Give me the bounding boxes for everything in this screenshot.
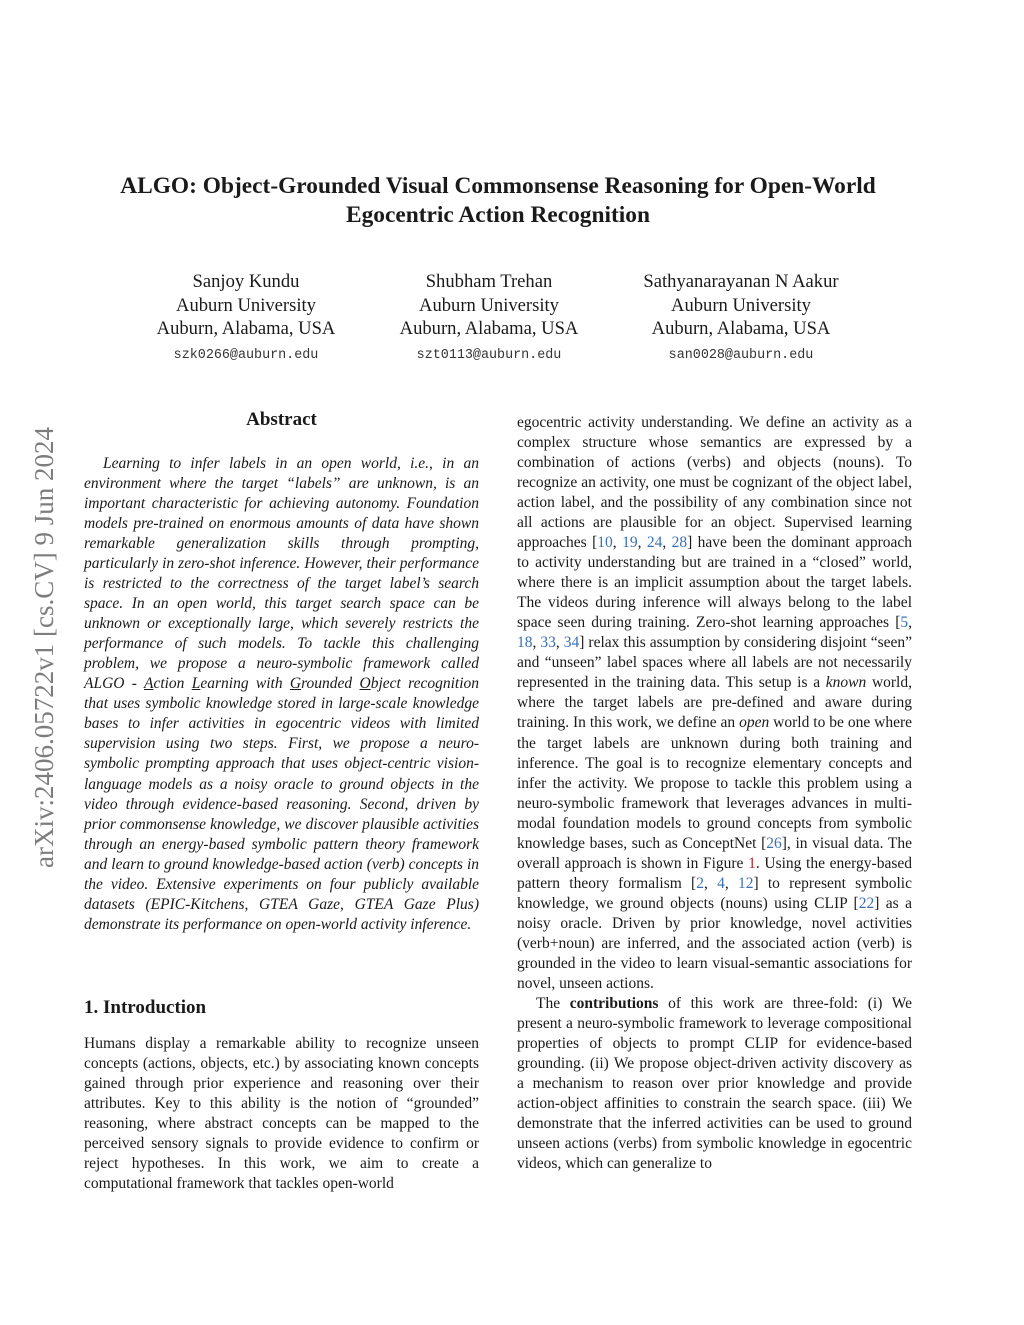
citation-link[interactable]: 18 [517,634,533,652]
acronym-rest: earning with [200,675,290,693]
intro-paragraph: Humans display a remarkable ability to recognize unseen concepts (actions, objects, etc.) by associating known concepts gained through prior experience and reasoning over their attributes. Key to this ability is the notion of “grounded” reasoning, where abstract concepts can be mapped to the perceived sensory signals to provide evidence to confirm or reject hypotheses. In this work, we aim to create a computational framework that tackles open-world [84,1035,479,1193]
author-name: Shubham Trehan [425,271,553,292]
citation-link[interactable]: 19 [622,534,638,552]
paper-title: ALGO: Object-Grounded Visual Commonsense Reasoning for Open-World Egocentric Action Recognition [120,173,876,228]
arxiv-identifier: arXiv:2406.05722v1 [cs.CV] 9 Jun 2024 [29,427,59,868]
acronym-initial: A [143,675,154,693]
author-affiliation: Auburn University [176,294,316,316]
acronym-initial: G [289,675,302,693]
citation-link[interactable]: 5 [900,614,909,632]
citation-link[interactable]: 24 [646,534,663,552]
right-column-body [517,413,912,1174]
author-email[interactable]: szt0113@auburn.edu [416,347,562,363]
abstract-body [84,454,479,935]
emphasis-open: open [739,714,770,732]
acronym-rest: bject [370,675,401,693]
citation-link[interactable]: 33 [540,634,556,652]
author-location: Auburn, Alabama, USA [399,318,579,339]
abstract-heading: Abstract [246,409,317,430]
introduction-body [84,1034,479,1194]
author-email[interactable]: szk0266@auburn.edu [173,347,319,363]
citation-link[interactable]: 26 [766,834,782,852]
acronym-rest: rounded [301,675,360,693]
citation-link[interactable]: 22 [858,894,875,912]
right-paragraph-1: egocentric activity understanding. We define an activity as a complex structure whose semantics are expressed by a combination of actions (verbs) and objects (nouns). To recognize an activity, one must be cognizant of the object label, action label, and the possibility of any combination since not all actions are plausible for an object. Supervised learning approaches [10, 19, 24, 28] have been the dominant approach to activity understanding but are trained in a “closed” world, where there is an implicit assumption about the target labels. The videos during inference will always belong to the label space seen during training. Zero-shot learning approaches [5, 18, 33, 34] relax this assumption by considering disjoint “seen” and “unseen” label spaces where all labels are not necessarily represented in the training data. This setup is a known world, where the target labels are pre-defined and aware during training. In this work, we define an open world to be one where the target labels are unknown during both training and inference. The goal is to recognize elementary concepts and infer the activity. We propose to tackle this problem using a neuro-symbolic framework that leverages advances in multi-modal foundation models to ground concepts from symbolic knowledge bases, such as ConceptNet [26], in visual data. The overall approach is shown in Figure 1. Using the energy-based pattern theory formalism [2, 4, 12] to represent symbolic knowledge, we ground objects (nouns) using CLIP [22] as a noisy oracle. Driven by prior knowledge, novel activities (verb+noun) are inferred, and the associated action (verb) is grounded in the video to learn visual-semantic associations for novel, unseen actions. [517,414,913,992]
citation-link[interactable]: 4 [717,874,725,892]
author-location: Auburn, Alabama, USA [651,318,831,339]
author-email[interactable]: san0028@auburn.edu [668,347,814,363]
citation-link[interactable]: 10 [597,534,613,552]
section-heading-introduction: 1. Introduction [84,997,207,1018]
citation-link[interactable]: 34 [563,634,580,652]
author-name: Sathyanarayanan N Aakur [643,271,839,292]
citation-link[interactable]: 12 [737,874,754,892]
citation-link[interactable]: 2 [696,874,704,892]
author-name: Sanjoy Kundu [192,271,300,292]
author-location: Auburn, Alabama, USA [156,318,336,339]
author-block-2 [388,270,590,367]
figure-link[interactable]: 1 [748,854,756,872]
abstract-text-part1: Learning to infer labels in an open world, i.e., in an environment where the target “labels” are unknown, is an important characteristic for achieving autonomy. Foundation models pre-trained on enormous amounts of data have shown remarkable generalization skills through prompting, particularly in zero-shot inference. However, their performance is restricted to the correctness of the target label’s search space. In an open world, this target search space can be unknown or exceptionally large, which severely restricts the performance of such models. To tackle this challenging problem, we propose a neuro-symbolic framework called ALGO - [84,455,479,693]
acronym-rest: ction [153,675,192,693]
abstract-text-part2: recognition that uses symbolic knowledge stored in large-scale knowledge bases to infer activities in egocentric videos with limited supervision using two steps. First, we propose a neuro-symbolic prompting approach that uses object-centric vision-language models as a noisy oracle to ground objects in the video through evidence-based reasoning. Second, driven by prior commonsense knowledge, we discover plausible activities through an energy-based symbolic pattern theory framework and learn to ground knowledge-based action (verb) concepts in the video. Extensive experiments on four publicly available datasets (EPIC-Kitchens, GTEA Gaze, GTEA Gaze Plus) demonstrate its performance on open-world activity inference. [84,675,479,933]
acronym-initial: L [191,675,201,693]
contributions-bold: contributions [569,994,659,1012]
emphasis-known: known [825,674,867,692]
author-block-3 [626,270,856,367]
author-block-1 [146,270,346,367]
citation-link[interactable]: 28 [671,534,688,552]
author-affiliation: Auburn University [419,294,559,316]
acronym-initial: O [359,675,371,693]
right-paragraph-2: The contributions of this work are three-fold: (i) We present a neuro-symbolic framework to leverage compositional properties of objects to prompt CLIP for evidence-based grounding. (ii) We propose object-driven activity discovery as a mechanism to reason over prior knowledge and provide action-object affinities to constrain the search space. (iii) We demonstrate that the inferred activities can be used to ground unseen actions (verbs) from symbolic knowledge in egocentric videos, which can generalize to [517,994,912,1173]
author-affiliation: Auburn University [671,294,811,316]
